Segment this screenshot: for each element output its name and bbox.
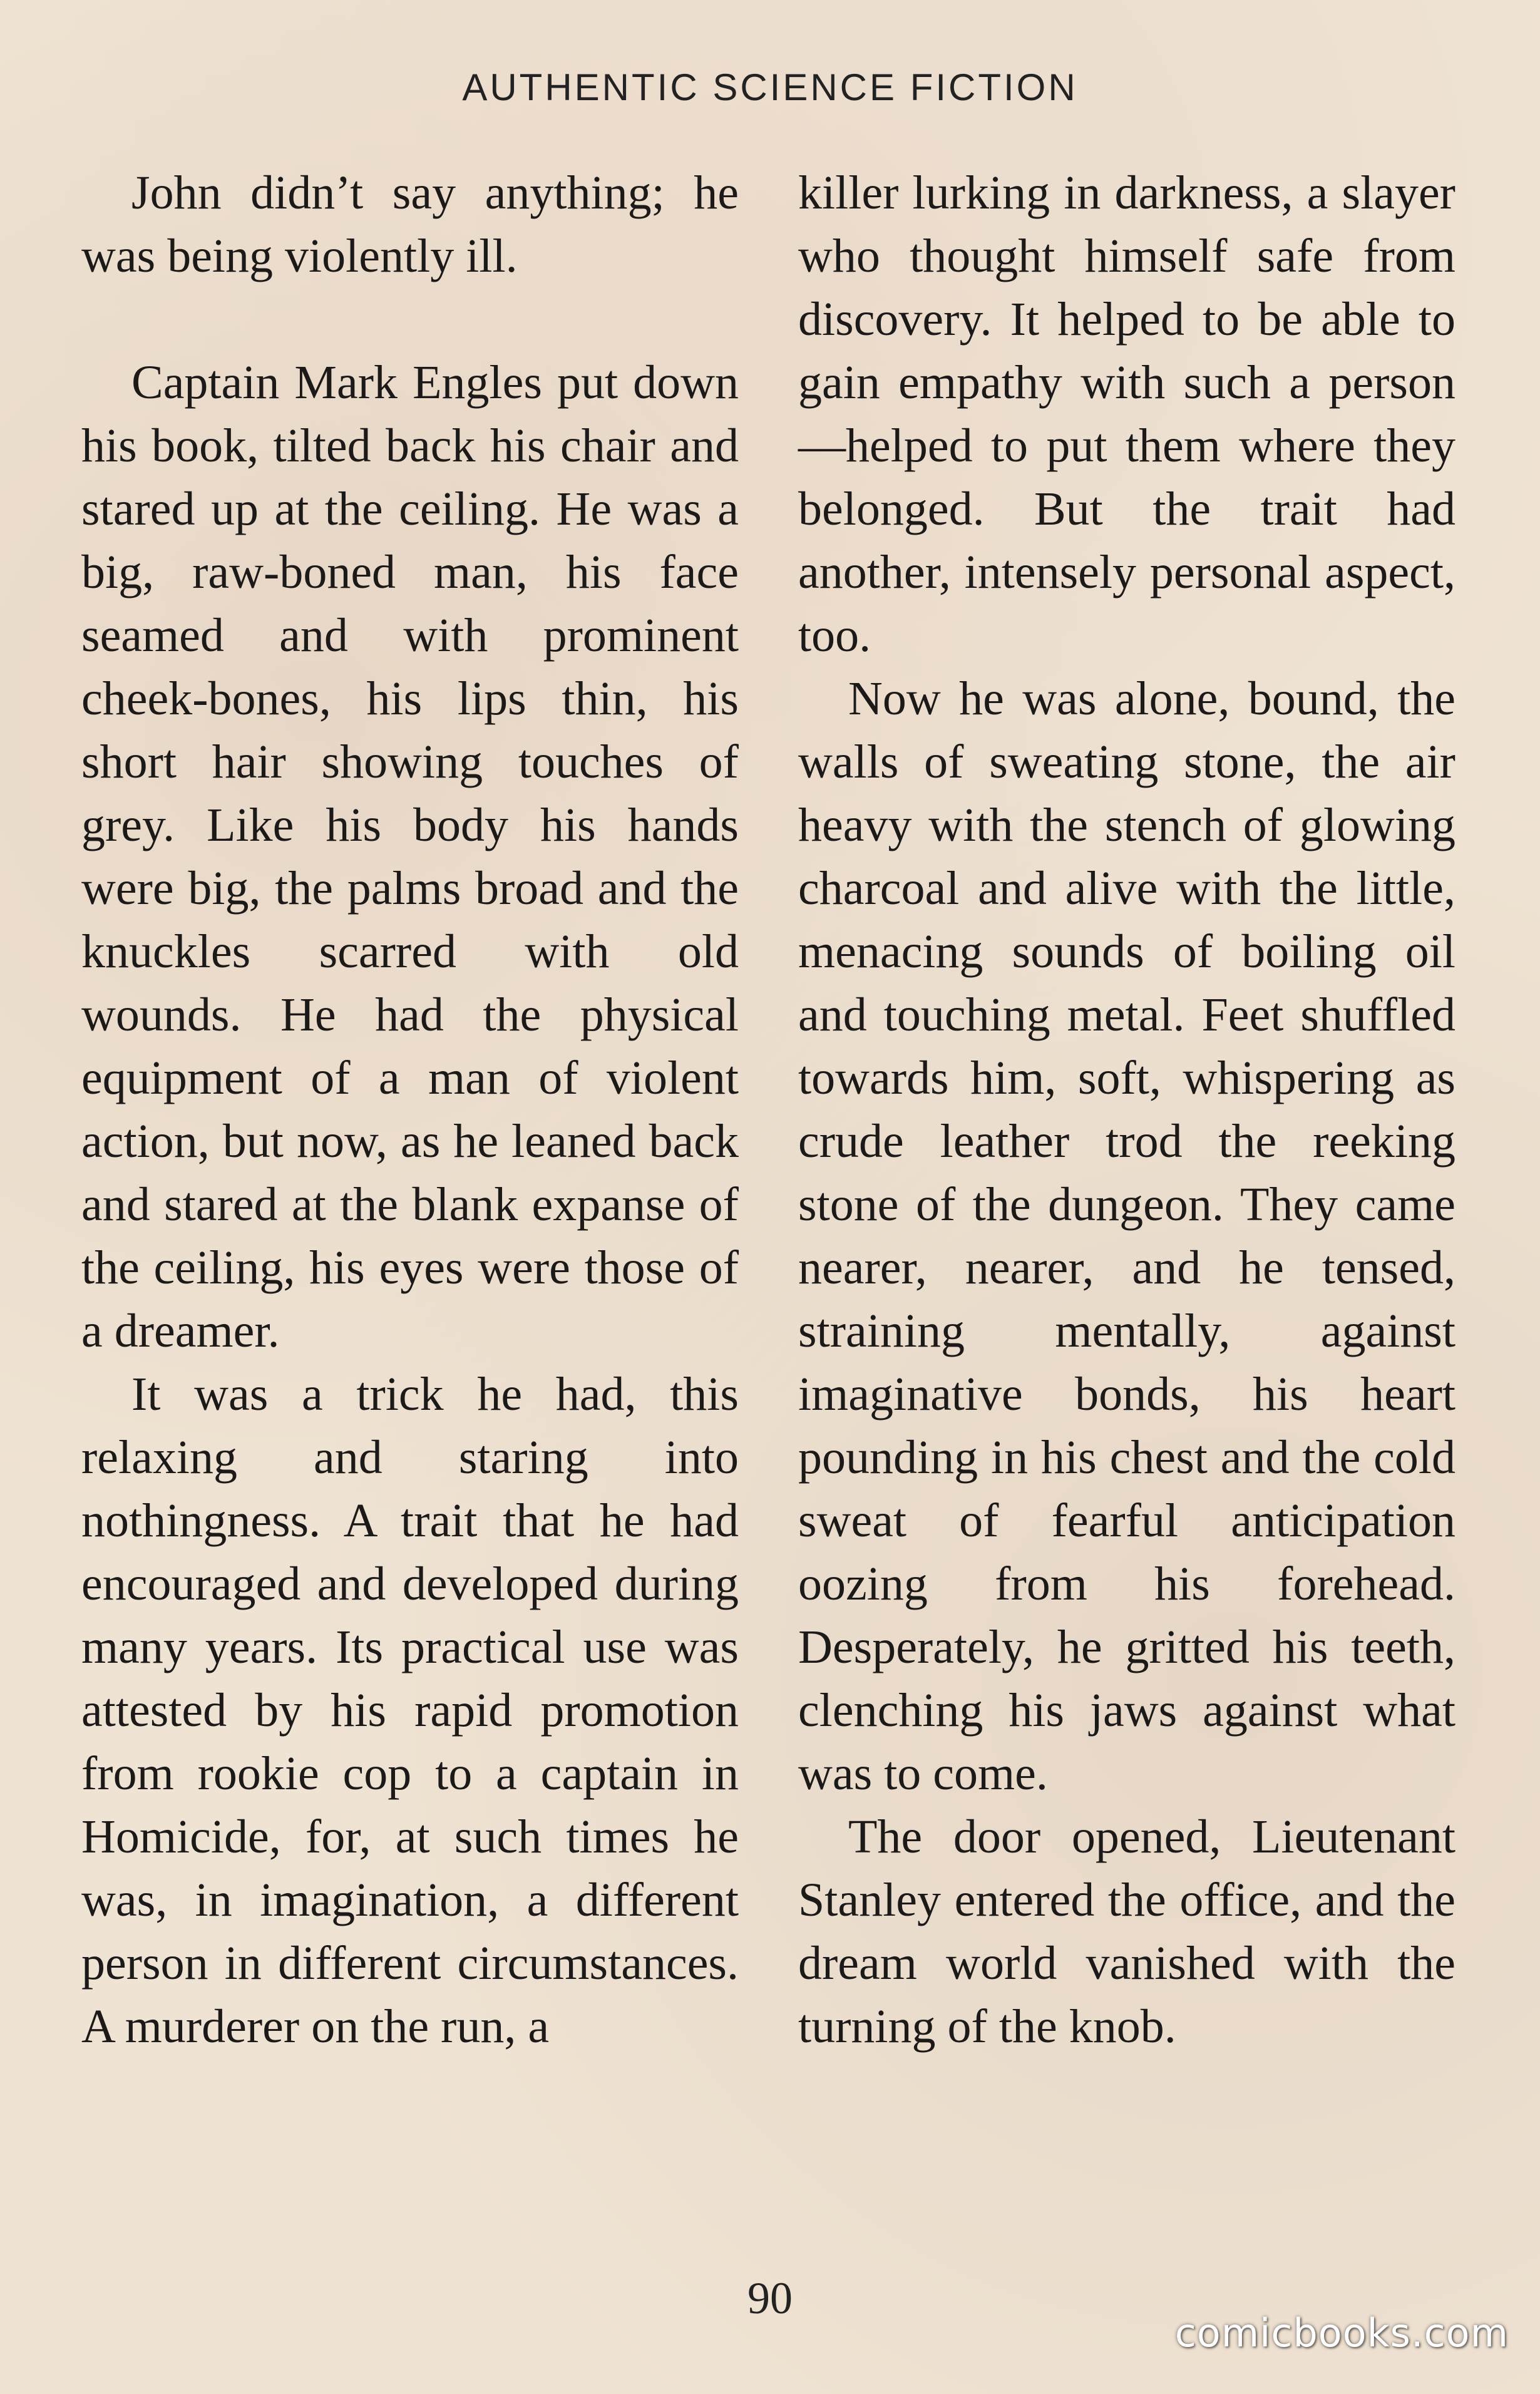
paragraph-killer-continued: killer lurking in darkness, a slayer who thought himself safe from discovery. It helped to be able to gain empathy with such a person—helped to put them where they belonged. But the trait had another, intensely personal aspect, too. [798,167,1455,662]
site-watermark: comicbooks.com [1174,2310,1509,2356]
text-column-right [798,162,1455,2058]
paragraph-dungeon: Now he was alone, bound, the walls of sweating stone, the air heavy with the stench of glowing charcoal and alive with the little, menacing sounds of boiling oil and touching metal. Feet shuffled towards him, soft, whispering as crude leather trod the reeking stone of the dungeon. They came nearer, nearer, and he tensed, straining mentally, against imaginative bonds, his heart pounding in his chest and the cold sweat of fearful anticipation oozing from his forehead. Desperately, he gritted his teeth, clenching his jaws against what was to come. [798,672,1455,1800]
paragraph-door-opened: The door opened, Lieutenant Stanley entered the office, and the dream world vanished with the turning of the knob. [798,1811,1455,2053]
paragraph-trick: It was a trick he had, this relaxing and staring into nothingness. A trait that he had encouraged and developed during many years. Its practical use was attested by his rapid promotion from rookie cop to a captain in Homicide, for, at such times he was, in imagination, a different person in different circumstances. A murderer on the run, a [81,1368,739,2053]
paragraph-john-ill: John didn’t say anything; he was being violently ill. [81,167,739,282]
paragraph-captain-engles: Captain Mark Engles put down his book, tilted back his chair and stared up at the ceiling. He was a big, raw-boned man, his face seamed and with prominent cheek-bones, his lips thin, his short hair showing touches of grey. Like his body his hands were big, the palms broad and the knuckles scarred with old wounds. He had the physical equipment of a man of violent action, but now, as he leaned back and stared at the blank expanse of the ceiling, his eyes were those of a dreamer. [81,356,739,1357]
text-column-left [81,162,739,2058]
page-number: 90 [747,2273,793,2323]
running-header: AUTHENTIC SCIENCE FICTION [462,66,1078,108]
